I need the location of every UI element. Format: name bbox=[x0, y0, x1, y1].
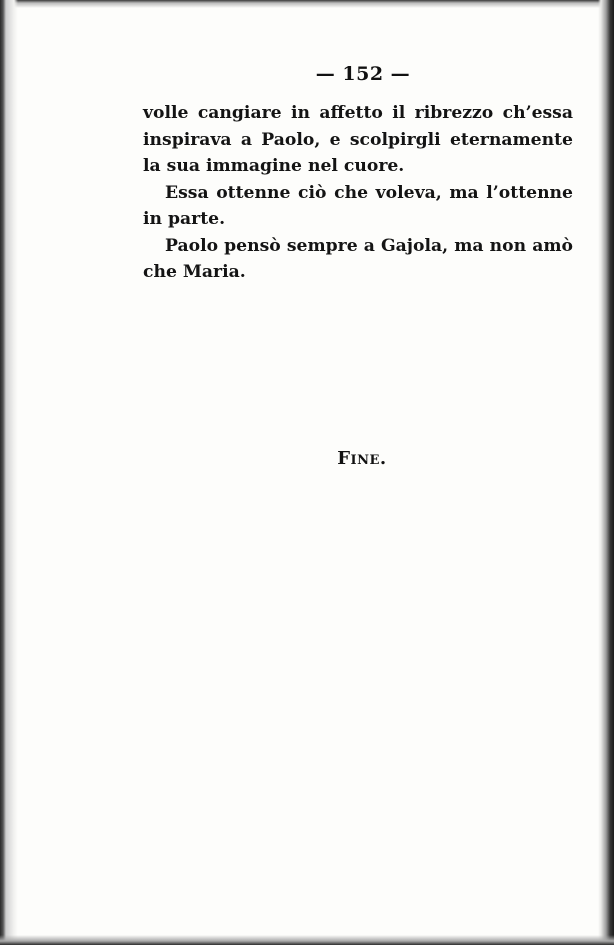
page-number-header: — 152 — bbox=[315, 63, 411, 85]
scan-edge-bottom bbox=[0, 935, 614, 945]
paragraph-1: volle cangiare in affetto il ribrezzo ch’essa inspirava a Paolo, e scolpirgli eternamente la sua immagine nel cuore. bbox=[143, 103, 573, 176]
paragraph-3: Paolo pensò sempre a Gajola, ma non amò che Maria. bbox=[143, 235, 573, 282]
scan-edge-top bbox=[0, 0, 614, 8]
scan-edge-right bbox=[598, 0, 614, 945]
scan-edge-left bbox=[0, 0, 18, 945]
closing-word: Fine. bbox=[337, 448, 387, 469]
paragraph-2: Essa ottenne ciò che voleva, ma l’ottenne in parte. bbox=[143, 182, 573, 229]
page-body bbox=[143, 100, 573, 286]
